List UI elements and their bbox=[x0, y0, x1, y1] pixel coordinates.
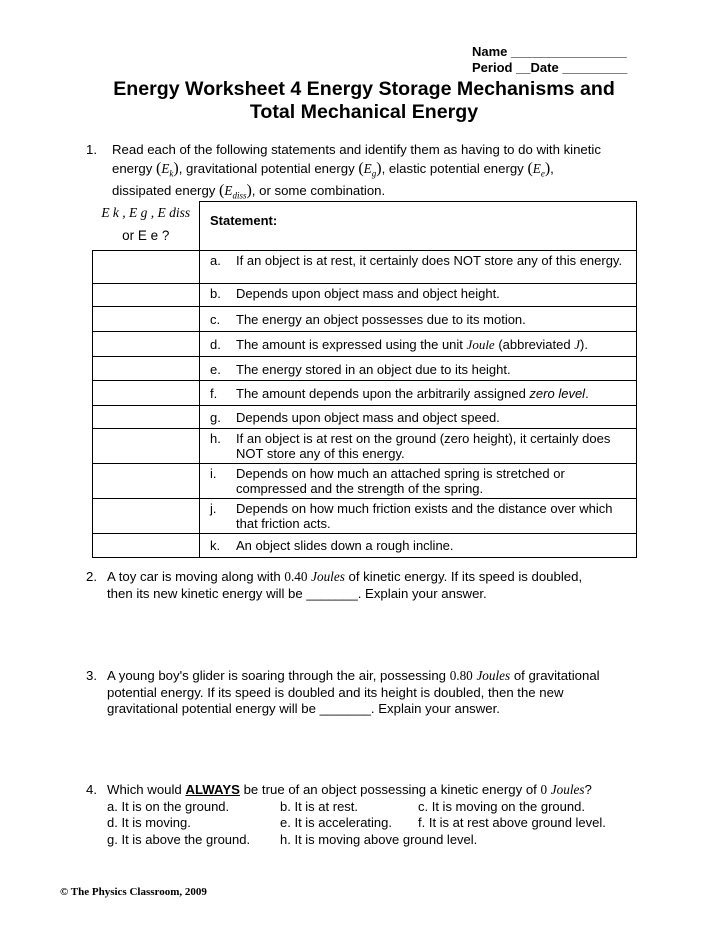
row-statement: The amount depends upon the arbitrarily assigned zero level. bbox=[236, 386, 589, 401]
q3-line-1a: A young boy's glider is soaring through the air, possessing bbox=[107, 668, 447, 683]
row-statement: The amount is expressed using the unit Joule (abbreviated J). bbox=[236, 337, 588, 352]
symbol-eg: E bbox=[363, 161, 372, 176]
row-letter: e. bbox=[210, 362, 221, 377]
copyright-footer: © The Physics Classroom, 2009 bbox=[60, 886, 207, 898]
q3-text bbox=[107, 668, 687, 718]
subscript-k: k bbox=[169, 168, 174, 179]
q4-unit: Joules bbox=[550, 782, 585, 797]
table-row bbox=[93, 381, 637, 406]
q4-option-c: c. It is moving on the ground. bbox=[418, 799, 585, 814]
subscript-g: g bbox=[371, 168, 377, 179]
row-letter: d. bbox=[210, 337, 221, 352]
q4-option-h: h. It is moving above ground level. bbox=[280, 832, 478, 847]
q3-line-1b: of gravitational bbox=[513, 668, 600, 683]
answer-cell-e[interactable] bbox=[93, 357, 200, 381]
row-statement: If an object is at rest, it certainly does NOT store any of this energy. bbox=[236, 253, 623, 268]
q3-number: 3. bbox=[86, 668, 97, 683]
subscript-e: e bbox=[540, 168, 545, 179]
row-letter: b. bbox=[210, 286, 221, 301]
title-line-1: Energy Worksheet 4 Energy Storage Mechanisms and bbox=[113, 78, 615, 100]
answer-cell-k[interactable] bbox=[93, 534, 200, 558]
row-letter: h. bbox=[210, 431, 221, 446]
q4-line-1a: Which would bbox=[107, 782, 182, 797]
period-date-line: Period __Date _________ bbox=[472, 60, 628, 75]
answer-header-symbols: E k , E g , E diss bbox=[101, 204, 191, 220]
row-statement: Depends upon object mass and object height. bbox=[236, 286, 500, 301]
name-line: Name ________________ bbox=[472, 44, 627, 59]
row-letter: j. bbox=[210, 501, 217, 516]
answer-cell-d[interactable] bbox=[93, 332, 200, 357]
unit-j: J bbox=[574, 337, 581, 352]
table-row bbox=[93, 332, 637, 357]
table-row bbox=[93, 251, 637, 284]
answer-cell-h[interactable] bbox=[93, 429, 200, 464]
q4-always-emphasis: ALWAYS bbox=[185, 782, 240, 797]
row-statement: Depends on how much an attached spring is stretched or compressed and the strength of the spring. bbox=[236, 466, 565, 496]
table-row bbox=[93, 499, 637, 534]
q3-unit: Joules bbox=[476, 668, 511, 683]
symbol-ee: E bbox=[532, 161, 541, 176]
answer-cell-f[interactable] bbox=[93, 381, 200, 406]
row-letter: a. bbox=[210, 253, 221, 268]
row-statement: The energy stored in an object due to its height. bbox=[236, 362, 511, 377]
table-row bbox=[93, 406, 637, 429]
table-row bbox=[93, 429, 637, 464]
q4-text bbox=[107, 782, 687, 799]
q2-line-2: then its new kinetic energy will be _______. Explain your answer. bbox=[107, 585, 487, 601]
q4-option-f: f. It is at rest above ground level. bbox=[418, 815, 606, 830]
symbol-ek: E bbox=[161, 161, 170, 176]
q4-line-1b: be true of an object possessing a kinetic energy of bbox=[243, 782, 537, 797]
row-letter: k. bbox=[210, 538, 221, 553]
unit-joule: Joule bbox=[466, 337, 495, 352]
q2-number: 2. bbox=[86, 569, 97, 584]
q2-text bbox=[107, 569, 687, 602]
table-row bbox=[93, 534, 637, 558]
table-row bbox=[93, 357, 637, 381]
row-statement: An object slides down a rough incline. bbox=[236, 538, 454, 553]
q3-line-3: gravitational potential energy will be _______. Explain your answer. bbox=[107, 701, 500, 716]
statement-column-header: Statement: bbox=[200, 202, 637, 251]
row-statement: If an object is at rest on the ground (zero height), it certainly does NOT store any of this energy. bbox=[236, 431, 611, 461]
q1-dissipated-label: dissipated energy bbox=[112, 183, 216, 198]
q4-value: 0 bbox=[540, 782, 548, 797]
table-row bbox=[93, 284, 637, 307]
q1-elastic-label: , elastic potential energy bbox=[381, 161, 524, 176]
row-statement: The energy an object possesses due to its motion. bbox=[236, 312, 526, 327]
q3-line-2: potential energy. If its speed is doubled and its height is doubled, then the new bbox=[107, 684, 564, 700]
q4-option-d: d. It is moving. bbox=[107, 815, 191, 830]
table-row bbox=[93, 307, 637, 332]
q3-value: 0.80 bbox=[449, 668, 473, 683]
q2-value: 0.40 bbox=[284, 569, 308, 584]
subscript-diss: diss bbox=[232, 190, 247, 201]
row-statement: Depends on how much friction exists and the distance over which that friction acts. bbox=[236, 501, 613, 531]
q4-option-g: g. It is above the ground. bbox=[107, 832, 251, 847]
q1-comma: , bbox=[550, 161, 554, 176]
zero-level-emphasis: zero level bbox=[529, 386, 586, 401]
row-statement: Depends upon object mass and object speed. bbox=[236, 410, 500, 425]
row-letter: f. bbox=[210, 386, 218, 401]
q4-number: 4. bbox=[86, 782, 97, 797]
answer-cell-j[interactable] bbox=[93, 499, 200, 534]
q1-combination-label: , or some combination. bbox=[251, 183, 386, 198]
q4-option-e: e. It is accelerating. bbox=[280, 815, 392, 830]
q1-number: 1. bbox=[86, 142, 97, 157]
row-letter: c. bbox=[210, 312, 221, 327]
q2-line-1b: of kinetic energy. If its speed is doubled, bbox=[348, 569, 583, 584]
answer-cell-a[interactable] bbox=[93, 251, 200, 284]
answer-cell-b[interactable] bbox=[93, 284, 200, 307]
q4-option-a: a. It is on the ground. bbox=[107, 799, 230, 814]
row-letter: i. bbox=[210, 466, 217, 481]
answer-header-or: or E e ? bbox=[122, 227, 170, 243]
page-title bbox=[40, 78, 688, 124]
symbol-ediss: E bbox=[224, 183, 233, 198]
answer-column-header bbox=[93, 202, 200, 251]
title-line-2: Total Mechanical Energy bbox=[249, 101, 479, 123]
q4-question-mark: ? bbox=[584, 782, 592, 797]
row-letter: g. bbox=[210, 410, 221, 425]
answer-cell-c[interactable] bbox=[93, 307, 200, 332]
table-header-row bbox=[93, 202, 637, 251]
q2-unit: Joules bbox=[311, 569, 345, 584]
q1-gravitational-label: , gravitational potential energy bbox=[178, 161, 355, 176]
q2-line-1a: A toy car is moving along with bbox=[107, 569, 281, 584]
q1-line-1: Read each of the following statements and identify them as having to do with kinetic bbox=[112, 142, 601, 157]
q1-energy-label: energy bbox=[112, 161, 153, 176]
q1-text: Read each of the following statements and identify them as having to do with kinetic energy $(E_k)$, gravitational potential energy $(E_g)$, elastic potential energy $(E_e)$, dissipated energy $(E_{diss})$, or some combination. bbox=[112, 142, 601, 201]
answer-cell-g[interactable] bbox=[93, 406, 200, 429]
statement-table bbox=[92, 201, 637, 558]
table-row bbox=[93, 464, 637, 499]
q4-option-b: b. It is at rest. bbox=[280, 799, 359, 814]
answer-cell-i[interactable] bbox=[93, 464, 200, 499]
